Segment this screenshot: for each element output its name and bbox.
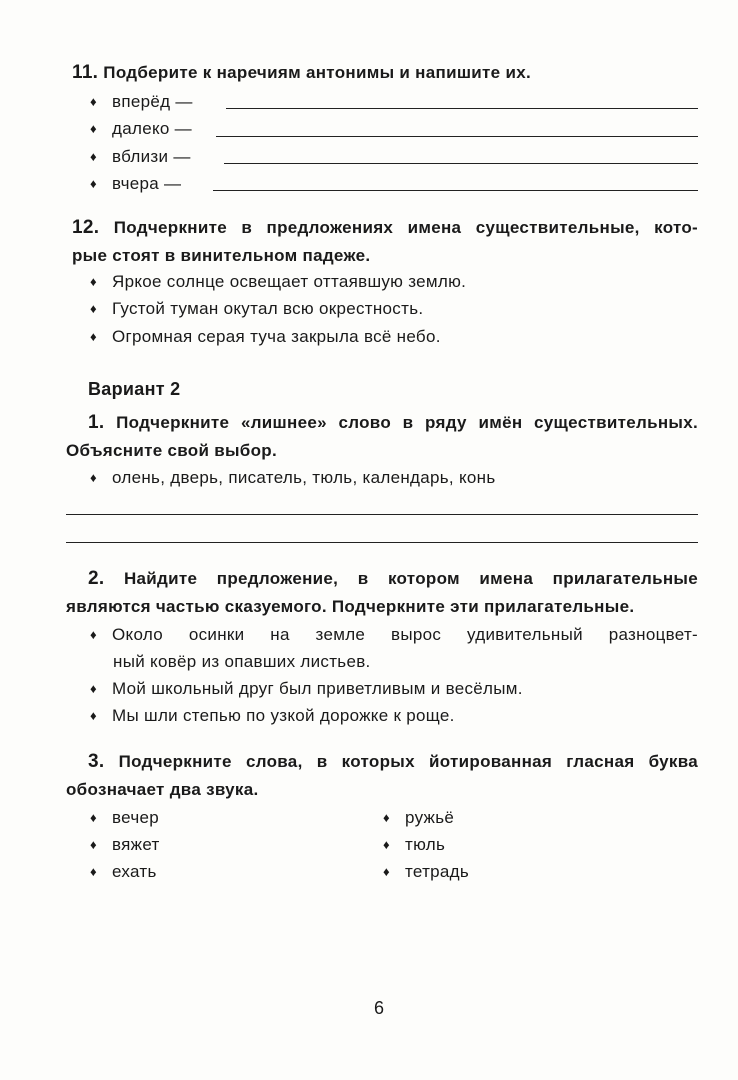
v2task1-prompt-line1: Подчеркните «лишнее» слово в ряду имён существительных. [116, 413, 698, 432]
bullet-diamond-icon: ♦ [90, 121, 97, 136]
answer-line[interactable] [226, 108, 698, 109]
v2task2-item: ♦ Около осинки на земле вырос удивительный разноцвет- [90, 625, 698, 644]
v2task3-word-left: ♦ ехать [90, 862, 157, 881]
bullet-diamond-icon: ♦ [383, 810, 390, 825]
task11-item: ♦ вперёд — [90, 92, 193, 111]
bullet-diamond-icon: ♦ [90, 810, 97, 825]
v2task1-number: 1. [88, 412, 105, 433]
answer-line[interactable] [224, 163, 698, 164]
answer-line[interactable] [216, 136, 698, 137]
v2task3-word-left: ♦ вечер [90, 808, 159, 827]
v2task2-item: ♦ Мы шли степью по узкой дорожке к роще. [90, 706, 455, 725]
task12-number: 12. [72, 217, 100, 238]
bullet-diamond-icon: ♦ [383, 837, 390, 852]
v2task3-number: 3. [88, 751, 105, 772]
v2task3-word-right: ♦ тюль [383, 835, 446, 854]
task12-item: ♦ Густой туман окутал всю окрестность. [90, 299, 424, 318]
v2task2-item-continuation: ный ковёр из опавших листьев. [113, 652, 371, 671]
answer-line[interactable] [66, 514, 698, 515]
bullet-diamond-icon: ♦ [90, 681, 97, 696]
bullet-diamond-icon: ♦ [90, 176, 97, 191]
bullet-diamond-icon: ♦ [90, 149, 97, 164]
v2task3-word-left: ♦ вяжет [90, 835, 160, 854]
v2task1-prompt-line2: Объясните свой выбор. [66, 441, 277, 460]
bullet-diamond-icon: ♦ [90, 470, 97, 485]
page-number: 6 [374, 998, 385, 1018]
v2task3-prompt-line2: обозначает два звука. [66, 780, 259, 799]
bullet-diamond-icon: ♦ [90, 837, 97, 852]
v2task2-prompt-line2: являются частью сказуемого. Подчеркните эти прилагательные. [66, 597, 635, 616]
task11-number: 11. [72, 62, 99, 83]
task11-prompt: Подберите к наречиям антонимы и напишите их. [103, 63, 531, 82]
bullet-diamond-icon: ♦ [90, 627, 97, 642]
task11-heading [72, 62, 531, 84]
v2task3-word-right: ♦ ружьё [383, 808, 455, 827]
task11-item: ♦ далеко — [90, 119, 192, 138]
task12-prompt-line2: рые стоят в винительном падеже. [72, 246, 371, 265]
task12-item: ♦ Яркое солнце освещает оттаявшую землю. [90, 272, 467, 291]
v2task2-heading [88, 568, 698, 590]
bullet-diamond-icon: ♦ [90, 94, 97, 109]
task12-item: ♦ Огромная серая туча закрыла всё небо. [90, 327, 441, 346]
v2task3-word-right: ♦ тетрадь [383, 862, 470, 881]
answer-line[interactable] [213, 190, 698, 191]
v2task1-heading [88, 412, 698, 434]
task11-item: ♦ вчера — [90, 174, 182, 193]
answer-line[interactable] [66, 542, 698, 543]
bullet-diamond-icon: ♦ [90, 274, 97, 289]
bullet-diamond-icon: ♦ [383, 864, 390, 879]
v2task2-item: ♦ Мой школьный друг был приветливым и весёлым. [90, 679, 523, 698]
bullet-diamond-icon: ♦ [90, 864, 97, 879]
v2task3-prompt-line1: Подчеркните слова, в которых йотированная гласная буква [118, 752, 698, 771]
v2task1-item: ♦ олень, дверь, писатель, тюль, календарь, конь [90, 468, 496, 487]
task12-heading [72, 217, 698, 239]
bullet-diamond-icon: ♦ [90, 301, 97, 316]
bullet-diamond-icon: ♦ [90, 708, 97, 723]
v2task2-prompt-line1: Найдите предложение, в котором имена прилагательные [123, 569, 698, 588]
bullet-diamond-icon: ♦ [90, 329, 97, 344]
task11-item: ♦ вблизи — [90, 147, 191, 166]
variant-title: Вариант 2 [88, 379, 181, 399]
task12-prompt-line1: Подчеркните в предложениях имена существительные, кото- [113, 218, 698, 237]
v2task3-heading [88, 751, 698, 773]
v2task2-number: 2. [88, 568, 105, 589]
